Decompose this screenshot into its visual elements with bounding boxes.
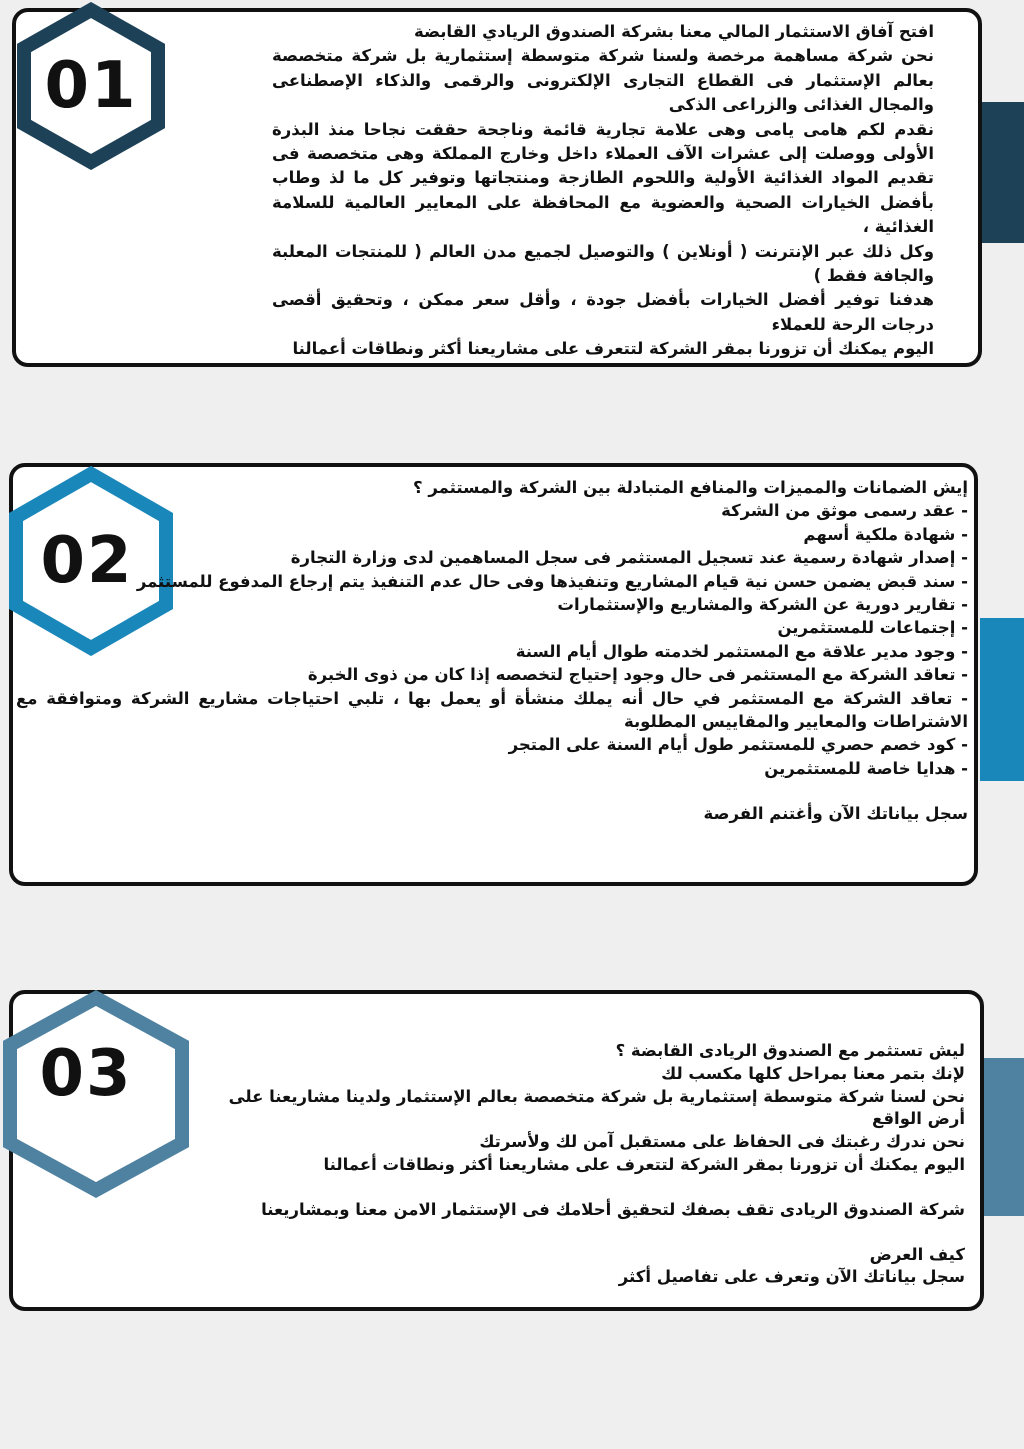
section-3-offer-title: كيف العرض [869,1244,965,1264]
section-3-line-4: نحن ندرك رغبتك فى الحفاظ على مستقبل آمن لك ولأسرتك [479,1132,965,1152]
hexagon-badge-1 [16,2,166,170]
section-1-line-2: نحن شركة مساهمة مرخصة ولسنا شركة متوسطة إستثمارية بل شركة متخصصة بعالم الإستثمار فى القطاع التجارى الإلكترونى والرقمى والذكاء الإصطناعى والمجال الغذائى والزراعى الذكى [272,46,934,115]
section-number-2: 02 [40,524,134,598]
section-1-line-6: اليوم يمكنك أن تزورنا بمقر الشركة لتتعرف على مشاريعنا أكثر ونطاقات أعمالنا [292,339,934,359]
section-2-item-7: - وجود مدير علاقة مع المستثمر لخدمته طوال أيام السنة [515,641,968,661]
section-3-text [220,1040,965,1289]
section-2-title: إيش الضمانات والمميزات والمنافع المتبادلة بين الشركة والمستثمر ؟ [413,478,968,497]
section-2-item-6: - إجتماعات للمستثمرين [777,618,968,638]
section-2-item-9: - تعاقد الشركة مع المستثمر في حال أنه يملك منشأة أو يعمل بها ، تلبي احتياجات مشاريع الشركة ومتوافقة مع الاشتراطات والمعايير والمقاييس المطلوبة [16,688,968,732]
section-2-item-8: - تعاقد الشركة مع المستثمر فى حال وجود إحتياج لتخصصه إذا كان من ذوى الخبرة [307,665,968,685]
section-number-3: 03 [39,1037,133,1111]
section-1-line-4: وكل ذلك عبر الإنترنت ( أونلاين ) والتوصيل لجميع مدن العالم ( للمنتجات المعلبة والجافة فقط ) [272,241,934,286]
section-number-1: 01 [44,49,138,123]
side-tab-1 [980,102,1024,243]
section-1-line-5: هدفنا توفير أفضل الخيارات بأفضل جودة ، وأقل سعر ممكن ، وتحقيق أقصى درجات الرحة للعملاء [272,290,934,334]
section-1-line-3: نقدم لكم هامى يامى وهى علامة تجارية قائمة وناجحة حققت نجاحا منذ البذرة الأولى ووصلت إلى عشرات الآف العملاء داخل وخارج المملكة وهى متخصصة فى تقديم المواد الغذائية الأولية واللحوم الطازجة ومنتجاتها وتوفير كل ما لذ وطاب بأفضل الخيارات الصحية والعضوية مع المحافظة على المعايير العالمية للسلامة الغذائية ، [272,119,934,237]
section-2-item-10: - كود خصم حصري للمستثمر طول أيام السنة على المتجر [508,735,968,755]
section-3-line-3: نحن لسنا شركة متوسطة إستثمارية بل شركة متخصصة بعالم الإستثمار ولدينا مشاريعنا على أرض الواقع [228,1086,965,1129]
section-1-text [272,20,934,362]
section-3-line-5: اليوم يمكنك أن تزورنا بمقر الشركة لتتعرف على مشاريعنا أكثر ونطاقات أعمالنا [323,1154,965,1174]
section-2-item-5: - تقارير دورية عن الشركة والمشاريع والإستثمارات [557,595,968,615]
section-2-item-4: - سند قبض يضمن حسن نية قيام المشاريع وتنفيذها وفى حال عدم التنفيذ يتم إرجاع المدفوع للمستثمر [136,571,968,591]
side-tab-3 [980,1058,1024,1216]
section-2-item-3: - إصدار شهادة رسمية عند تسجيل المستثمر فى سجل المساهمين لدى وزارة التجارة [290,548,968,568]
section-3-line-1: ليش تستثمر مع الصندوق الريادى القابضة ؟ [615,1041,965,1060]
section-2-text [16,476,968,826]
section-3-line-2: لإنك بتمر معنا بمراحل كلها مكسب لك [661,1063,965,1083]
section-2-item-1: - عقد رسمى موثق من الشركة [721,501,968,521]
section-3-offer-line: سجل بياناتك الآن وتعرف على تفاصيل أكثر [618,1267,965,1287]
side-tab-2 [980,618,1024,781]
hexagon-badge-3 [2,990,190,1198]
section-2-closing: سجل بياناتك الآن وأغتنم الفرصة [703,804,968,824]
section-2-item-2: - شهادة ملكية أسهم [803,524,968,544]
section-2-item-11: - هدايا خاصة للمستثمرين [764,758,968,778]
section-3-middle: شركة الصندوق الريادى تقف بصفك لتحقيق أحلامك فى الإستثمار الامن معنا وبمشاريعنا [261,1199,965,1219]
section-1-line-1: افتح آفاق الاستثمار المالي معنا بشركة الصندوق الريادي القابضة [413,22,934,41]
